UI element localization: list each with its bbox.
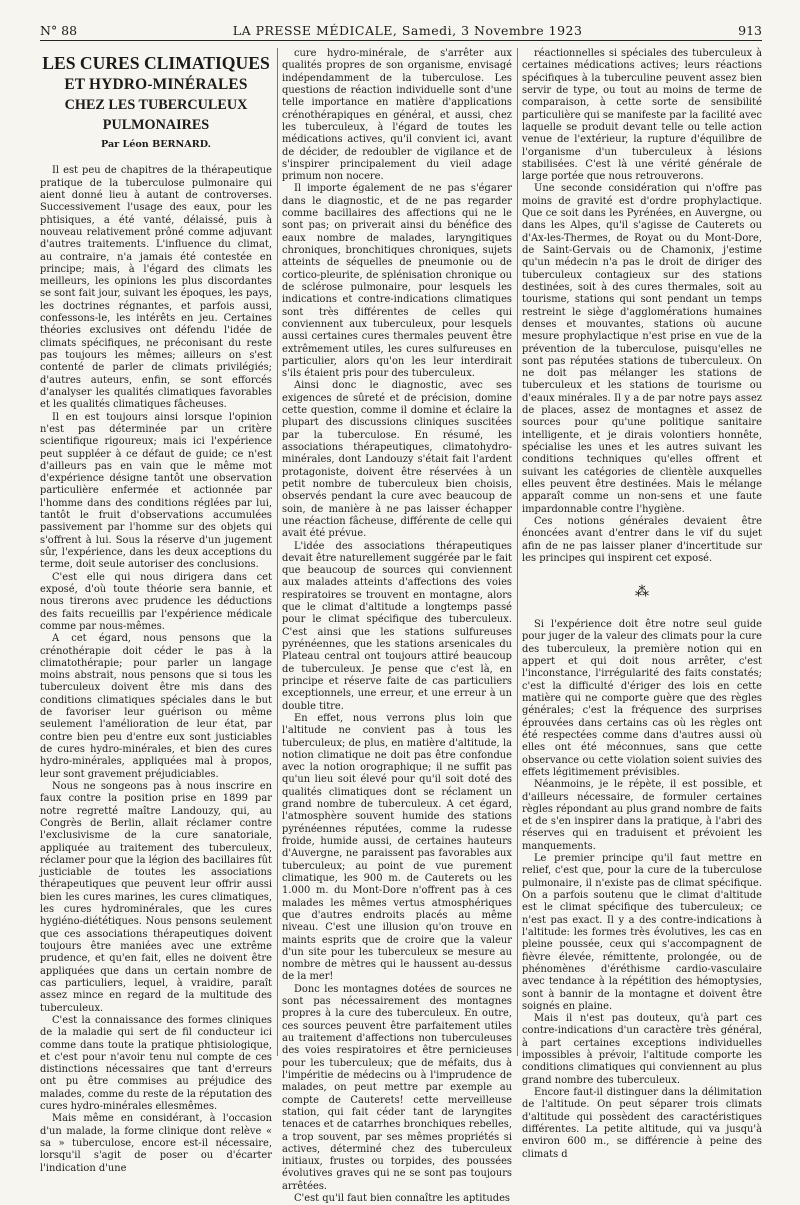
article-title: LES CURES CLIMATIQUES	[42, 53, 270, 73]
column-1	[40, 48, 272, 1174]
paragraph: réactionnelles si spéciales des tuberculeux à certaines médications actives; leurs réactions spécifiques à la tuberculine peuvent assez bien servir de type, ou tout au moins de terme de comparaison, à cette sorte de sensibilité particulière qui se manifeste par la facilité avec laquelle se produit devant telle ou telle action venue de l'extérieur, la rupture d'équilibre de l'organisme d'un tuberculeux à lésions stabilisées. C'est là une vérité générale de large portée que nous retrouverons.	[522, 48, 762, 183]
paragraph: Il est peu de chapitres de la thérapeutique pratique de la tuberculose pulmonaire qui aient donné lieu à autant de controverses. Successivement l'usage des eaux, pour les phtisiques, a été vanté, délaissé, puis à nouveau relativement prôné comme adjuvant d'autres traitements. L'influence du climat, au contraire, n'a jamais été contestée en principe; mais, à l'égard des climats les meilleurs, les opinions les plus discordantes se sont fait jour, suivant les époques, les pays, les doctrines régnantes, et parfois aussi, confessons-le, les intérêts en jeu. Certaines théories exclusives ont défendu l'idée de climats spécifiques, ne préconisant du reste pas toujours les mêmes; ailleurs on s'est contenté de parler de climats privilégiés; d'autres auteurs, enfin, se sont efforcés d'analyser les qualités climatiques favorables et les qualités climatiques fâcheuses.	[40, 165, 272, 411]
paragraph: Donc les montagnes dotées de sources ne sont pas nécessairement des montagnes propres à la cure des tuberculeux. En outre, ces sources peuvent être parfaitement utiles au traitement d'affections non tuberculeuses des voies respiratoires et être pernicieuses pour les tuberculeux; que de méfaits, dus à l'impéritie de médecins ou à l'imprudence de malades, on peut mettre par exemple au compte de Cauterets! cette merveilleuse station, qui fait céder tant de laryngites tenaces et de catarrhes bronchiques rebelles, a trop souvent, par ses mêmes propriétés si actives, déterminé chez des tuberculeux initiaux, frustes ou torpides, des poussées évolutives graves qui ne se sont pas toujours arrêtées.	[282, 983, 512, 1192]
paragraph: C'est qu'il faut bien connaître les aptitudes	[294, 1193, 510, 1205]
paragraph: Il importe également de ne pas s'égarer dans le diagnostic, et de ne pas regarder comme bacillaires des affections qui ne le sont pas; on priverait ainsi du bénéfice des eaux nombre de malades, laryngitiques chroniques, bronchitiques chroniques, sujets atteints de séquelles de pneumonie ou de cortico-pleurite, de splénisation chronique ou de sclérose pulmonaire, pour lesquels les indications et contre-indications climatiques sont très différentes de celles qui conviennent aux tuberculeux, pour lesquels aussi certaines cures thermales peuvent être extrêmement utiles, les cures sulfureuses en particulier, alors qu'on les leur interdirait s'ils étaient pris pour des tuberculeux.	[282, 183, 512, 380]
article-byline: Par Léon BERNARD.	[100, 139, 212, 150]
article-title-line-3: CHEZ LES TUBERCULEUX PULMONAIRES	[64, 97, 248, 133]
paragraph: Encore faut-il distinguer dans la délimitation de l'altitude. On peut séparer trois climats d'altitude qui possèdent des caractéristiques différentes. La petite altitude, qui va jusqu'à environ 600 m., se différencie à peine des climats d	[522, 1087, 762, 1160]
column-3	[522, 48, 762, 1160]
paragraph: Le premier principe qu'il faut mettre en relief, c'est que, pour la cure de la tuberculose pulmonaire, il n'existe pas de climat spécifique. On a parfois soutenu que le climat d'altitude est le climat spécifique des tuberculeux; ce n'est pas exact. Il y a des contre-indications à l'altitude: les formes très évolutives, les cas en pleine poussée, ceux qui s'accompagnent de fièvre élevée, rémittente, prolongée, ou de phénomènes d'éréthisme cardio-vasculaire avec tendance à la répétition des hémoptysies, sont à bannir de la montagne et doivent être soignés en plaine.	[522, 853, 762, 1012]
paragraph: Il en est toujours ainsi lorsque l'opinion n'est pas déterminée par un critère scientifique rigoureux; mais ici l'expérience peut suppléer à ce défaut de guide; ce n'est d'ailleurs pas en vain que le même mot d'expérience désigne tantôt une observation particulière enfermée et actionnée par l'homme dans des conditions réglées par lui, tantôt le fruit d'observations accumulées passivement par l'homme sur des objets qui s'offrent à lui. Sous la réserve d'un jugement sûr, l'expérience, dans les deux acceptions du terme, doit seule autoriser des conclusions.	[40, 411, 272, 571]
page-number: 913	[738, 23, 762, 38]
paragraph: Ainsi donc le diagnostic, avec ses exigences de sûreté et de précision, domine cette question, comme il domine et éclaire la plupart des discussions cliniques suscitées par la tuberculose. En résumé, les associations thérapeutiques, climatohydro-minérales, dont Landouzy s'était fait l'ardent protagoniste, doivent être réservées à un petit nombre de tuberculeux bien choisis, observés pendant la cure avec beaucoup de soin, de manière à ne pas laisser échapper une réaction fâcheuse, différente de celle qui avait été prévue.	[282, 380, 512, 540]
paragraph: En effet, nous verrons plus loin que l'altitude ne convient pas à tous les tuberculeux; de plus, en matière d'altitude, la notion climatique ne doit pas être confondue avec la notion orographique; il ne suffit pas qu'un lieu soit élevé pour qu'il soit doté des qualités climatiques dont se réclament un grand nombre de tuberculeux. A cet égard, l'atmosphère souvent humide des stations pyrénéennes réputées, comme la rudesse froide, humide aussi, de certaines hauteurs d'Auvergne, ne paraissent pas favorables aux tuberculeux; au point de vue purement climatique, les 900 m. de Cauterets ou les 1.000 m. du Mont-Dore n'offrent pas à ces malades les mêmes vertus atmosphériques que d'autres endroits placés au même niveau. C'est une illusion qu'on trouve en maints esprits que de croire que la valeur d'un site pour les tuberculeux se mesure au nombre de mètres qui le haussent au-dessus de la mer!	[282, 712, 512, 983]
header-rule	[40, 40, 762, 41]
journal-title-date: LA PRESSE MÉDICALE, Samedi, 3 Novembre 1923	[232, 23, 583, 38]
article-title-line-2: ET HYDRO-MINÉRALES	[64, 76, 248, 93]
paragraph: Nous ne songeons pas à nous inscrire en faux contre la position prise en 1899 par notre regretté maître Landouzy, qui, au Congrès de Berlin, allait réclamer contre l'exclusivisme de la cure sanatoriale, appliquée au traitement des tuberculeux, réclamer pour que la légion des bacillaires fût justiciable de toutes les associations thérapeutiques que peuvent leur offrir aussi bien les cures marines, les cures climatiques, les cures hydrominérales, que les cures hygiéno-diététiques. Nous pensons seulement que ces associations thérapeutiques doivent toujours être maniées avec une extrême prudence, et qu'en fait, elles ne doivent être appliquées que dans un certain nombre de cas particuliers, lequel, à vraidire, paraît assez mince en regard de la multitude des tuberculeux.	[40, 780, 272, 1014]
issue-number: N° 88	[40, 23, 78, 38]
page-header	[40, 14, 762, 38]
paragraph: A cet égard, nous pensons que la crénothérapie doit céder le pas à la climatothérapie; pour parler un langage moins abstrait, nous pensons que si tous les tuberculeux doivent être mis dans des conditions climatiques spéciales dans le but de favoriser leur guérison ou même seulement l'amélioration de leur état, par contre bien peu d'entre eux sont justiciables de cures hydro-minérales, et bien des cures hydro-minérales, appliquées mal à propos, leur sont gravement préjudiciables.	[40, 633, 272, 780]
paragraph: Si l'expérience doit être notre seul guide pour juger de la valeur des climats pour la cure des tuberculeux, la première notion qui en appert et qui doit nous arrêter, c'est l'inconstance, l'irrégularité des faits constatés; c'est la difficulté d'ériger des lois en cette matière qui ne comporte guère que des règles générales; c'est la fréquence des surprises éprouvées dans certains cas où les règles ont été respectées comme dans d'autres aussi où elles ont été méconnues, sans que cette observance ou cette violation soient suivies des effets légitimement prévisibles.	[522, 619, 762, 778]
column-divider	[277, 48, 278, 1056]
paragraph: Ces notions générales devaient être énoncées avant d'entrer dans le vif du sujet afin de ne pas laisser planer d'incertitude sur les principes qui inspirent cet exposé.	[522, 515, 762, 564]
paragraph: Une seconde considération qui n'offre pas moins de gravité est d'ordre prophylactique. Que ce soit dans les Pyrénées, en Auvergne, ou dans les Alpes, qu'il s'agisse de Cauterets ou d'Ax-les-Thermes, de Royat ou du Mont-Dore, de Saint-Gervais ou de Chamonix, j'estime qu'un médecin n'a pas le droit de diriger des tuberculeux contagieux sur des stations destinées, soit à des cures thermales, soit au tourisme, stations qui sont pendant un temps restreint le siège d'agglomérations humaines denses et mouvantes, stations où aucune mesure prophylactique n'est prise en vue de la prévention de la tuberculose, puisqu'elles ne sont pas réputées stations de tuberculeux. On ne doit pas mélanger les stations de tuberculeux et les stations de tourisme ou d'eaux minérales. Il y a de par notre pays assez de places, assez de montagnes et assez de sources pour qu'une politique sanitaire intelligente, et je dirais volontiers honnête, spécialise les unes et les autres suivant les conditions techniques qu'elles offrent et suivant les catégories de clientèle auxquelles elles peuvent être destinées. Mais le mélange apparaît comme un non-sens et une faute impardonnable contre l'hygiène.	[522, 183, 762, 515]
paragraph: cure hydro-minérale, de s'arrêter aux qualités propres de son organisme, envisagé indépendamment de la tuberculose. Les questions de réaction individuelle sont d'une telle importance en matière d'applications crénothérapiques en général, et aussi, chez les tuberculeux, à l'égard de toutes les médications actives, qu'il convient ici, avant de décider, de redoubler de vigilance et de s'inspirer principalement du vieil adage primum non nocere.	[282, 48, 512, 183]
paragraph: C'est elle qui nous dirigera dans cet exposé, d'où toute théorie sera bannie, et nous tirerons avec prudence les déductions des faits recueillis par l'expérience médicale comme par nous-mêmes.	[40, 571, 272, 632]
column-2	[282, 48, 512, 1205]
paragraph: Néanmoins, je le répète, il est possible, et d'ailleurs nécessaire, de formuler certaines règles répondant au plus grand nombre de faits et de s'en inspirer dans la pratique, à l'abri des réserves qui en traduisent et prévoient les manquements.	[522, 779, 762, 852]
paragraph: L'idée des associations thérapeutiques devait être naturellement suggérée par le fait que beaucoup de sources qui conviennent aux malades atteints d'affections des voies respiratoires se trouvent en montagne, alors que le climat d'altitude a longtemps passé pour le climat spécifique des tuberculeux. C'est ainsi que les stations sulfureuses pyrénéennes, que les stations arsenicales du Plateau central ont toujours attiré beaucoup de tuberculeux. Je pense que c'est là, en principe et réserve faite de cas particuliers exceptionnels, une erreur, et une erreur à un double titre.	[282, 540, 512, 712]
section-separator-asterism: ⁂	[635, 584, 649, 601]
column-divider	[517, 48, 518, 1056]
paragraph: Mais même en considérant, à l'occasion d'un malade, la forme clinique dont relève « sa » tuberculose, encore est-il nécessaire, lorsqu'il s'agit de poser ou d'écarter l'indication d'une	[40, 1113, 272, 1174]
paragraph: Mais il n'est pas douteux, qu'à part ces contre-indications d'un caractère très général, à part certaines exceptions individuelles impossibles à prévoir, l'altitude comporte les conditions climatiques qui conviennent au plus grand nombre des tuberculeux.	[522, 1013, 762, 1086]
paragraph: C'est la connaissance des formes cliniques de la maladie qui sert de fil conducteur ici comme dans toute la pratique phtisiologique, et c'est pour n'avoir tenu nul compte de ces distinctions nécessaires que tant d'erreurs ont pu être commises au préjudice des malades, comme du reste de la réputation des cures hydro-minérales ellesmêmes.	[40, 1014, 272, 1113]
